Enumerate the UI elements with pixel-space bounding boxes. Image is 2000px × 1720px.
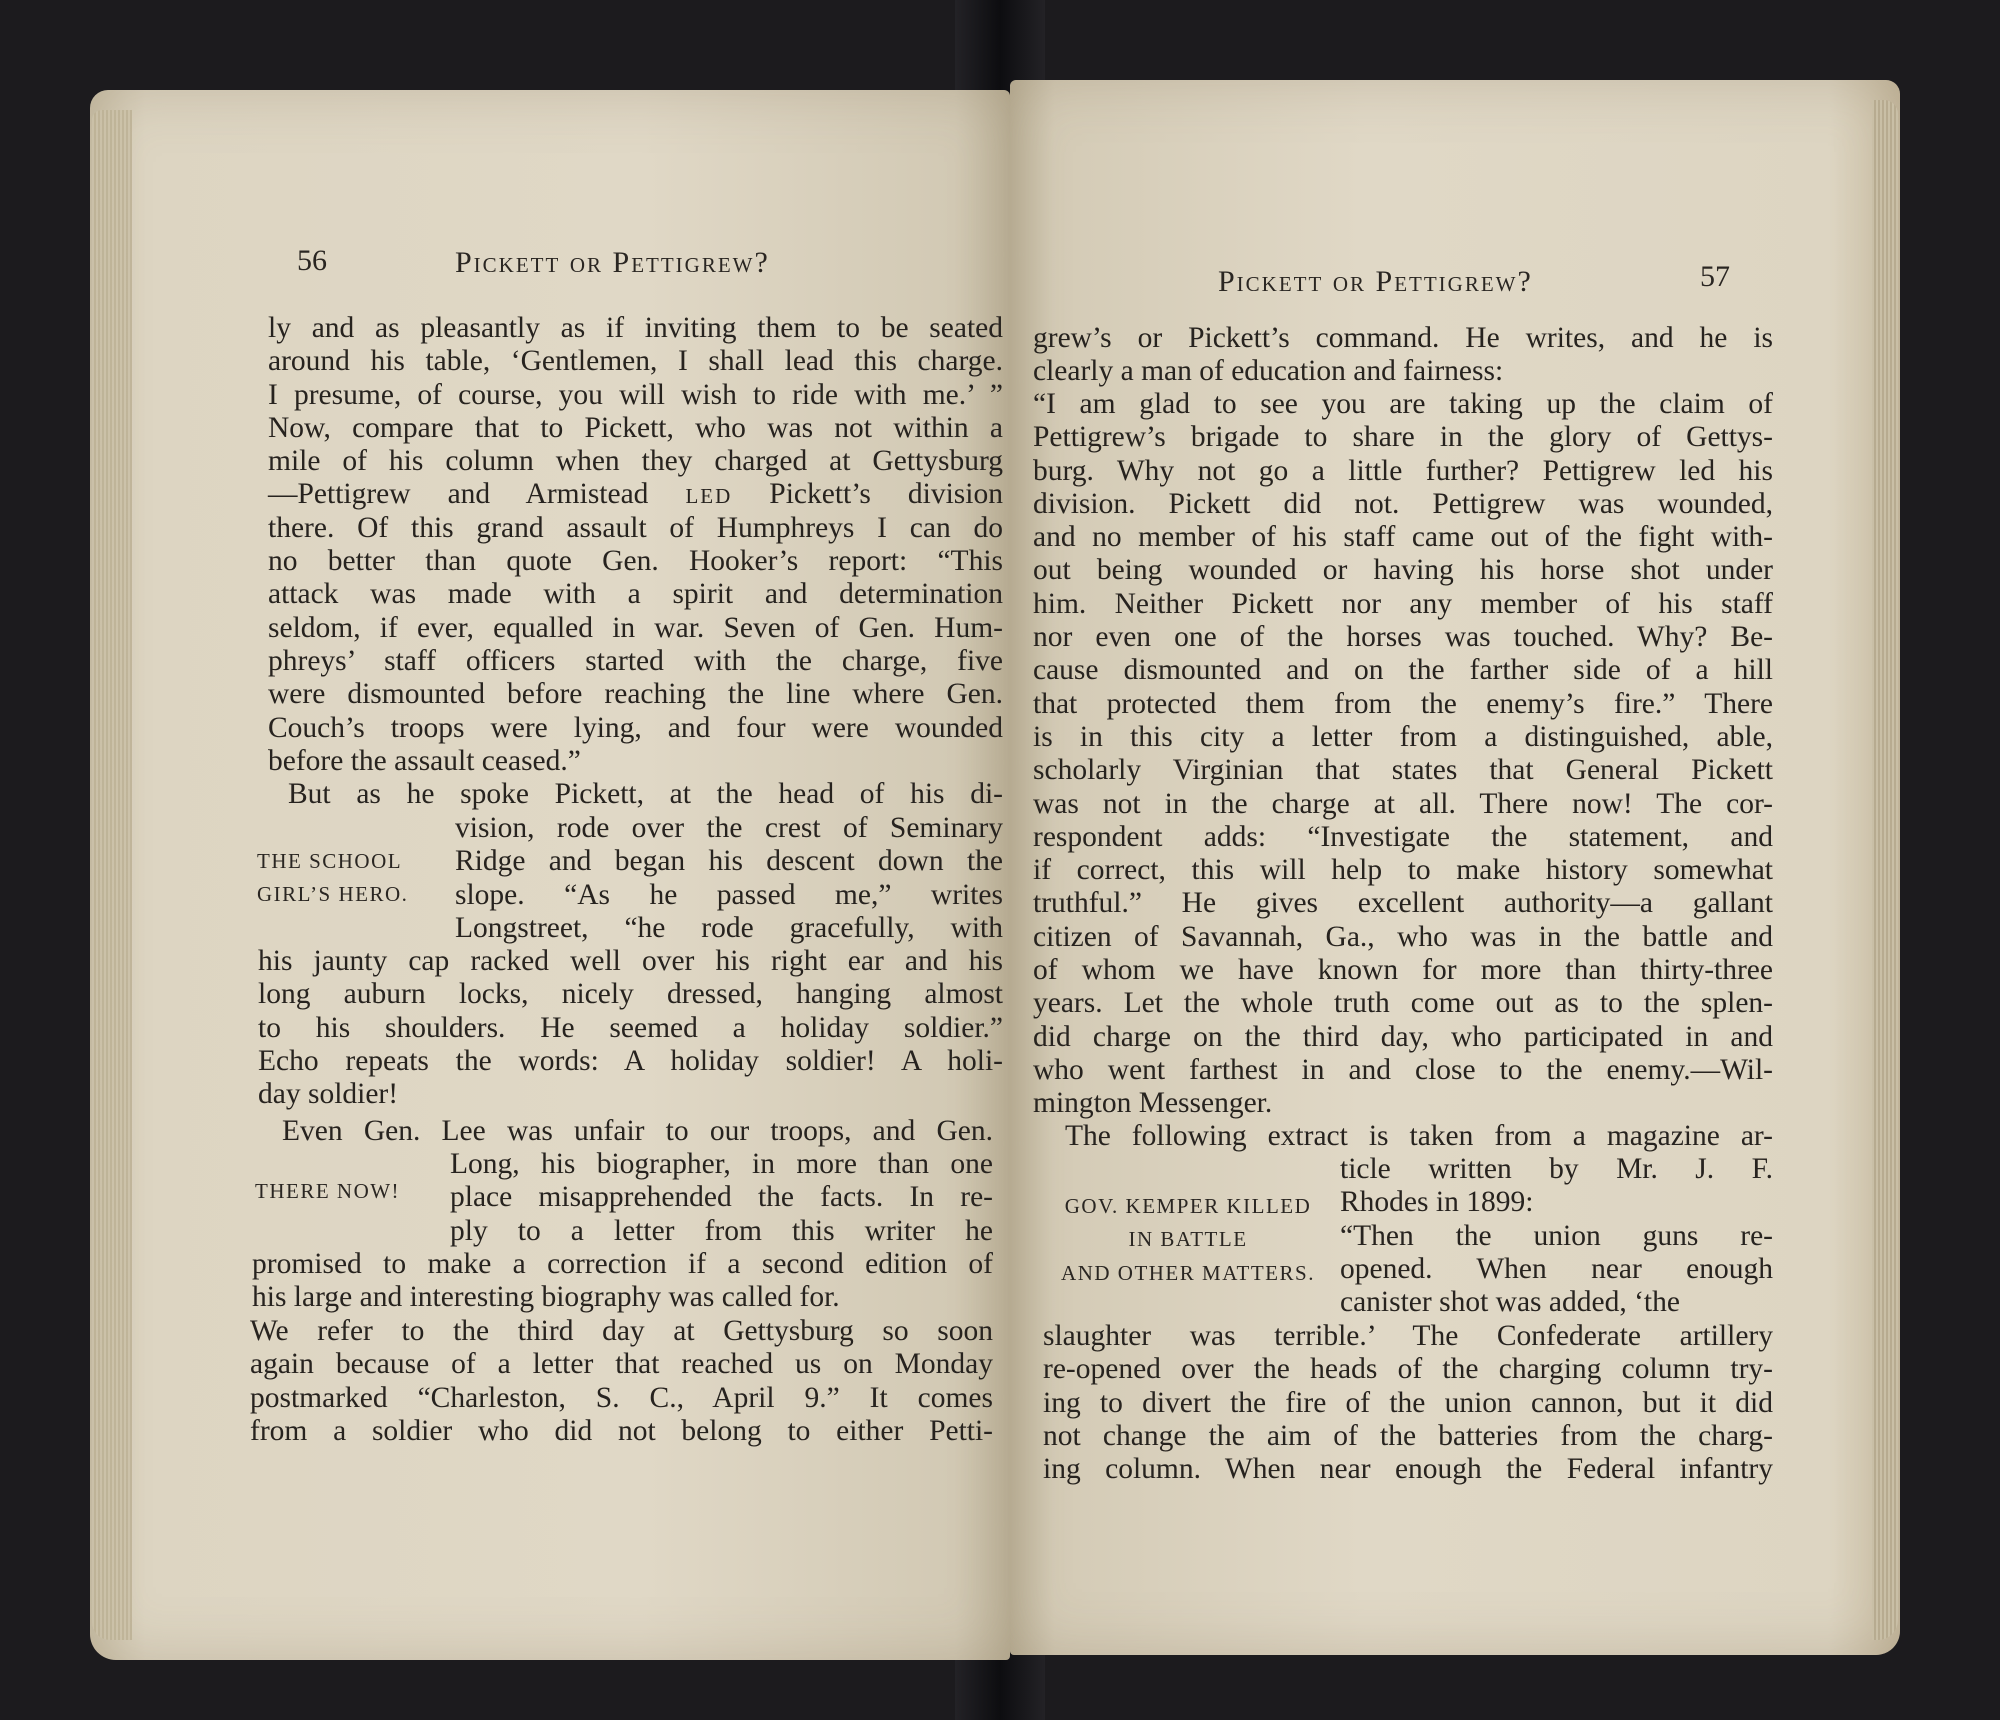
text-line: Long, his biographer, in more than one	[450, 1148, 993, 1180]
right-para2-rest	[1043, 1320, 1773, 1486]
text-line: I presume, of course, you will wish to ride with me.’ ”	[268, 378, 1003, 411]
text-line: Longstreet, “he rode gracefully, with	[455, 911, 1003, 944]
left-text-block-1	[268, 312, 1003, 778]
text-line: scholarly Virginian that states that General Pickett	[1033, 754, 1773, 787]
page-number-left: 56	[297, 244, 327, 277]
text-line: Echo repeats the words: A holiday soldier! A holi-	[258, 1044, 1003, 1077]
text-line: citizen of Savannah, Ga., who was in the battle and	[1033, 920, 1773, 953]
text-line: did charge on the third day, who participated in and	[1033, 1020, 1773, 1053]
text-line: burg. Why not go a little further? Pettigrew led his	[1033, 454, 1773, 487]
text-line: grew’s or Pickett’s command. He writes, and he is	[1033, 322, 1773, 354]
emphasis-led: led	[685, 478, 733, 511]
left-para4	[250, 1315, 993, 1448]
sidenote-line: AND OTHER MATTERS.	[1061, 1260, 1315, 1285]
text-line: “Then the union guns re-	[1340, 1219, 1773, 1252]
sidenote-line: IN BATTLE	[1128, 1227, 1248, 1252]
sidenote-line: THERE NOW!	[255, 1179, 401, 1203]
sidenote-school-girls-hero	[257, 845, 408, 912]
text-line: there. Of this grand assault of Humphreys I can do	[268, 511, 1003, 544]
text-line: —Pettigrew and Armistead led Pickett’s division	[268, 478, 1003, 511]
text-line: place misapprehended the facts. In re-	[450, 1181, 993, 1214]
running-head-left: Pickett or Pettigrew?	[455, 246, 770, 279]
text-line: before the assault ceased.”	[268, 744, 581, 777]
text-line: out being wounded or having his horse shot under	[1033, 554, 1773, 587]
sidenote-line: GOV. KEMPER KILLED	[1064, 1194, 1312, 1218]
left-para3-indented	[450, 1148, 993, 1248]
text-line: Pettigrew’s brigade to share in the glory of Gettys-	[1033, 421, 1773, 454]
text-line: Couch’s troops were lying, and four were wounded	[268, 711, 1003, 744]
right-para2-indented	[1340, 1153, 1773, 1319]
text-line: attack was made with a spirit and determination	[268, 578, 1003, 611]
sidenote-line: GIRL’S HERO.	[257, 882, 409, 907]
page-number-right: 57	[1700, 260, 1730, 293]
text-line: nor even one of the horses was touched. Why? Be-	[1033, 621, 1773, 654]
text-line: Ridge and began his descent down the	[455, 845, 1003, 878]
right-text-top	[1033, 322, 1773, 389]
text-line: phreys’ staff officers started with the charge, five	[268, 644, 1003, 677]
text-line: We refer to the third day at Gettysburg so soon	[250, 1315, 993, 1347]
text-line: ticle written by Mr. J. F.	[1340, 1153, 1773, 1185]
right-para2-first	[1065, 1120, 1773, 1153]
left-para2-first	[288, 778, 1003, 811]
left-para3-first	[282, 1115, 993, 1148]
text-line: promised to make a correction if a second edition of	[252, 1248, 993, 1280]
text-line: vision, rode over the crest of Seminary	[455, 812, 1003, 844]
sidenote-line: THE SCHOOL	[257, 849, 403, 873]
sidenote-gov-kemper	[1043, 1190, 1333, 1290]
left-para2-rest	[258, 945, 1003, 1111]
text-line: who went farthest in and close to the enemy.—Wil-	[1033, 1053, 1773, 1086]
running-head-right: Pickett or Pettigrew?	[1218, 265, 1533, 298]
text-line: and no member of his staff came out of the fight with-	[1033, 521, 1773, 554]
sidenote-there-now	[255, 1175, 400, 1208]
text-line: “I am glad to see you are taking up the claim of	[1033, 388, 1773, 420]
left-page-edge	[92, 110, 132, 1640]
text-line: around his table, ‘Gentlemen, I shall lead this charge.	[268, 345, 1003, 378]
text-line: years. Let the whole truth come out as to the splen-	[1033, 987, 1773, 1020]
text-line: ing to divert the fire of the union cannon, but it did	[1043, 1386, 1773, 1419]
text-line: is in this city a letter from a distinguished, able,	[1033, 720, 1773, 753]
text-line: postmarked “Charleston, S. C., April 9.” It comes	[250, 1381, 993, 1414]
right-page-edge	[1872, 100, 1898, 1640]
text-line: him. Neither Pickett nor any member of his staff	[1033, 587, 1773, 620]
text-line: The following extract is taken from a magazine ar-	[1065, 1120, 1773, 1152]
text-line: slaughter was terrible.’ The Confederate artillery	[1043, 1320, 1773, 1352]
text-line: his jaunty cap racked well over his right ear and his	[258, 945, 1003, 977]
text-line: mington Messenger.	[1033, 1087, 1273, 1120]
text-line: ly and as pleasantly as if inviting them to be seated	[268, 312, 1003, 344]
text-line: his large and interesting biography was called for.	[252, 1281, 840, 1314]
left-para2-indented	[455, 812, 1003, 945]
text-line: to his shoulders. He seemed a holiday soldier.”	[258, 1011, 1003, 1044]
text-line: respondent adds: “Investigate the statement, and	[1033, 820, 1773, 853]
text-line: seldom, if ever, equalled in war. Seven of Gen. Hum-	[268, 611, 1003, 644]
text-line: day soldier!	[258, 1078, 399, 1111]
text-line: ply to a letter from this writer he	[450, 1214, 993, 1247]
text-line: re-opened over the heads of the charging column try-	[1043, 1353, 1773, 1386]
right-quote-block	[1033, 388, 1773, 1121]
text-line: not change the aim of the batteries from the charg-	[1043, 1419, 1773, 1452]
text-line: if correct, this will help to make history somewhat	[1033, 854, 1773, 887]
text-line: from a soldier who did not belong to either Petti-	[250, 1414, 993, 1447]
text-line: were dismounted before reaching the line where Gen.	[268, 678, 1003, 711]
text-line: of whom we have known for more than thirty-three	[1033, 954, 1773, 987]
text-line: division. Pickett did not. Pettigrew was wounded,	[1033, 487, 1773, 520]
text-line: canister shot was added, ‘the	[1340, 1286, 1680, 1319]
text-line: slope. “As he passed me,” writes	[455, 878, 1003, 911]
text-line: ing column. When near enough the Federal infantry	[1043, 1453, 1773, 1486]
text-line: But as he spoke Pickett, at the head of his di-	[288, 778, 1003, 810]
text-line: that protected them from the enemy’s fire.” There	[1033, 687, 1773, 720]
text-line: opened. When near enough	[1340, 1252, 1773, 1285]
text-line: was not in the charge at all. There now! The cor-	[1033, 787, 1773, 820]
text-line: Rhodes in 1899:	[1340, 1186, 1534, 1219]
text-line: no better than quote Gen. Hooker’s report: “This	[268, 545, 1003, 578]
left-para3-rest	[252, 1248, 993, 1315]
text-line: cause dismounted and on the farther side of a hill	[1033, 654, 1773, 687]
text-line: clearly a man of education and fairness:	[1033, 355, 1504, 388]
text-line: Even Gen. Lee was unfair to our troops, and Gen.	[282, 1115, 993, 1147]
text-line: truthful.” He gives excellent authority—a gallant	[1033, 887, 1773, 920]
text-line: Now, compare that to Pickett, who was not within a	[268, 411, 1003, 444]
text-line: mile of his column when they charged at Gettysburg	[268, 445, 1003, 478]
text-line: long auburn locks, nicely dressed, hanging almost	[258, 978, 1003, 1011]
text-line: again because of a letter that reached us on Monday	[250, 1348, 993, 1381]
